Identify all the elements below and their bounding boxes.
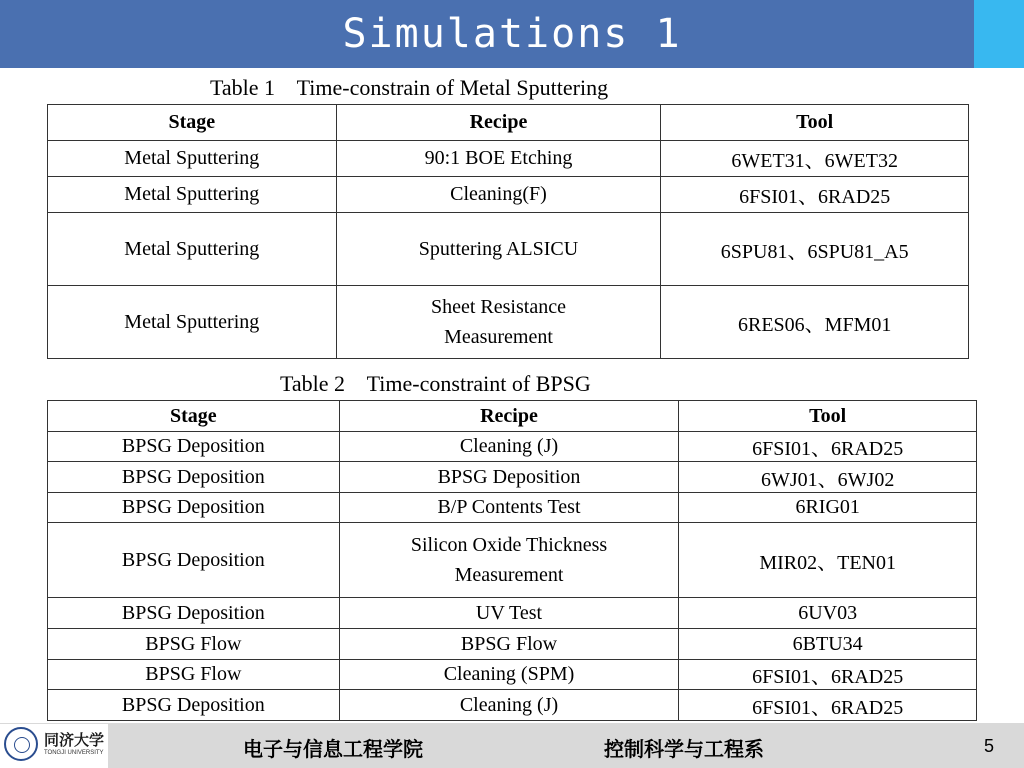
table-cell: 6FSI01、6RAD25: [679, 432, 977, 462]
table-cell: 6RES06、MFM01: [661, 286, 969, 359]
table-cell: Cleaning(F): [336, 177, 661, 213]
table-cell: Sputtering ALSICU: [336, 213, 661, 286]
table-row: [48, 213, 969, 286]
table-row: [48, 523, 977, 598]
logo-chinese-name: 同济大学: [44, 731, 105, 749]
table-row: [48, 177, 969, 213]
table2-header-recipe: Recipe: [339, 401, 679, 432]
table-row: [48, 493, 977, 523]
page-number: 5: [984, 736, 995, 756]
university-seal-icon: [4, 727, 38, 761]
table2-header-stage: Stage: [48, 401, 340, 432]
table-cell: 6FSI01、6RAD25: [679, 660, 977, 690]
table-row: [48, 286, 969, 359]
table-row: [48, 141, 969, 177]
table1: [47, 104, 969, 359]
table-cell: Silicon Oxide Thickness Measurement: [339, 523, 679, 598]
table-cell: Metal Sputtering: [48, 213, 337, 286]
table1-header-stage: Stage: [48, 105, 337, 141]
table-cell: Cleaning (SPM): [339, 660, 679, 690]
table-cell: BPSG Deposition: [339, 462, 679, 493]
table-cell: BPSG Flow: [48, 660, 340, 690]
table-cell: BPSG Deposition: [48, 462, 340, 493]
table-cell: BPSG Flow: [48, 629, 340, 660]
table-row: [48, 629, 977, 660]
table-cell: 6WET31、6WET32: [661, 141, 969, 177]
table1-header-recipe: Recipe: [336, 105, 661, 141]
table-cell: Metal Sputtering: [48, 141, 337, 177]
table-cell: Sheet Resistance Measurement: [336, 286, 661, 359]
table2-header-row: [48, 401, 977, 432]
slide-title: Simulations 1: [342, 11, 682, 57]
table-cell: Metal Sputtering: [48, 286, 337, 359]
table-cell: MIR02、TEN01: [679, 523, 977, 598]
table-cell: B/P Contents Test: [339, 493, 679, 523]
footer-department-1: 电子与信息工程学院: [243, 737, 423, 761]
footer-department-2: 控制科学与工程系: [604, 737, 764, 761]
table-cell: BPSG Deposition: [48, 523, 340, 598]
table-cell: 6RIG01: [679, 493, 977, 523]
table1-caption: Table 1 Time-constrain of Metal Sputtering: [210, 75, 609, 100]
table-cell: 6FSI01、6RAD25: [679, 690, 977, 721]
table-cell: BPSG Deposition: [48, 432, 340, 462]
table-cell: 6SPU81、6SPU81_A5: [661, 213, 969, 286]
footer-bar: [0, 723, 1024, 768]
table-cell: UV Test: [339, 598, 679, 629]
table2: [47, 400, 977, 721]
table-row: [48, 598, 977, 629]
table2-caption: Table 2 Time-constraint of BPSG: [280, 371, 591, 396]
table-row: [48, 432, 977, 462]
table2-header-tool: Tool: [679, 401, 977, 432]
table-row: [48, 660, 977, 690]
logo-english-name: TONGJI UNIVERSITY: [44, 750, 104, 756]
table-cell: 6UV03: [679, 598, 977, 629]
table-cell: Cleaning (J): [339, 432, 679, 462]
table-cell: BPSG Deposition: [48, 598, 340, 629]
table-cell: BPSG Deposition: [48, 690, 340, 721]
table-cell: BPSG Flow: [339, 629, 679, 660]
table-cell: 6WJ01、6WJ02: [679, 462, 977, 493]
table-cell: 90:1 BOE Etching: [336, 141, 661, 177]
table-cell: 6BTU34: [679, 629, 977, 660]
table-cell: 6FSI01、6RAD25: [661, 177, 969, 213]
table1-header-tool: Tool: [661, 105, 969, 141]
table-cell: Metal Sputtering: [48, 177, 337, 213]
table-cell: BPSG Deposition: [48, 493, 340, 523]
table-row: [48, 462, 977, 493]
table-row: [48, 690, 977, 721]
table-cell: Cleaning (J): [339, 690, 679, 721]
table1-header-row: [48, 105, 969, 141]
